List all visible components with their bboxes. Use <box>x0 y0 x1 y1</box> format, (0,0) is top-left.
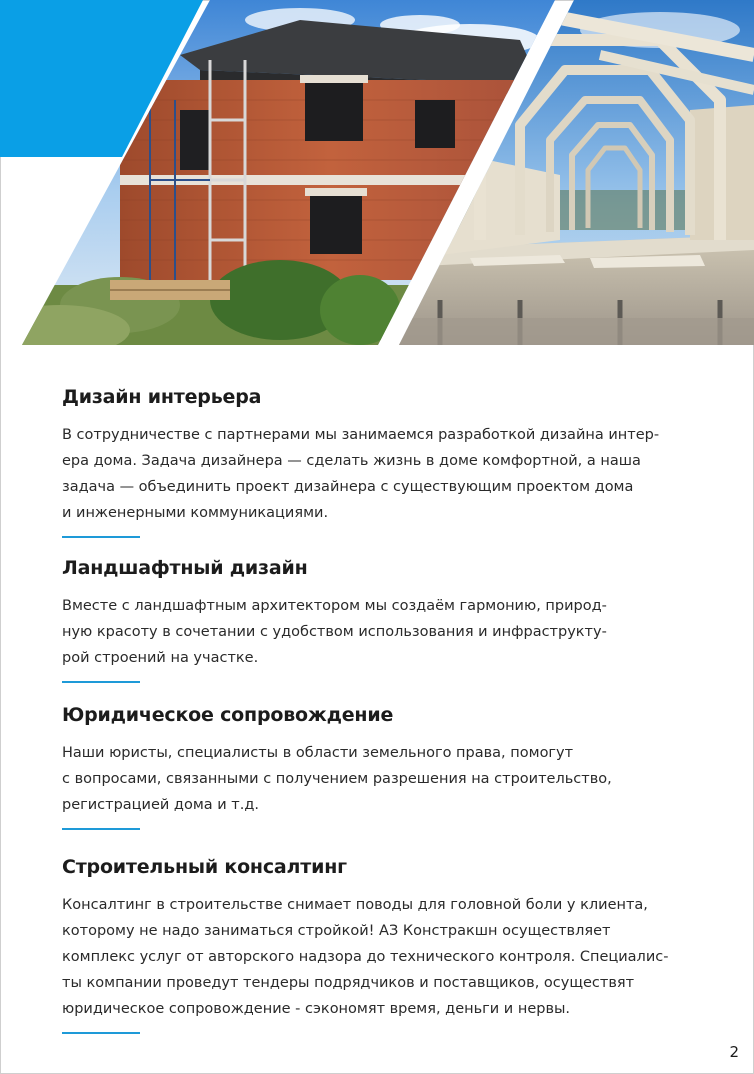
section-divider <box>62 681 140 683</box>
body-line: ную красоту в сочетании с удобством использования и инфраструкту- <box>62 624 607 640</box>
section-body <box>62 892 682 1022</box>
section-title: Юридическое сопровождение <box>62 704 394 726</box>
body-line: и инженерными коммуникациями. <box>62 505 329 521</box>
page-number: 2 <box>729 1043 739 1061</box>
section-legal-support <box>62 704 682 830</box>
section-body <box>62 422 682 526</box>
section-title: Строительный консалтинг <box>62 856 347 878</box>
section-divider <box>62 536 140 538</box>
body-line: с вопросами, связанными с получением разрешения на строительство, <box>62 771 612 787</box>
body-line: задача — объединить проект дизайнера с существующим проектом дома <box>62 479 634 495</box>
section-construction-consulting <box>62 856 682 1034</box>
section-divider <box>62 828 140 830</box>
body-line: ера дома. Задача дизайнера — сделать жизнь в доме комфортной, а наша <box>62 453 641 469</box>
body-line: В сотрудничестве с партнерами мы занимаемся разработкой дизайна интер- <box>62 427 660 443</box>
body-line: ты компании проведут тендеры подрядчиков и поставщиков, осуществят <box>62 975 635 991</box>
body-line: юридическое сопровождение - сэкономят время, деньги и нервы. <box>62 1001 571 1017</box>
section-divider <box>62 1032 140 1034</box>
section-landscape-design <box>62 557 682 683</box>
section-title: Ландшафтный дизайн <box>62 557 308 579</box>
header-photo-banner <box>0 0 754 345</box>
section-body <box>62 593 682 671</box>
section-title: Дизайн интерьера <box>62 386 262 408</box>
body-line: которому не надо заниматься стройкой! АЗ Констракшн осуществляет <box>62 923 611 939</box>
section-body <box>62 740 682 818</box>
section-interior-design <box>62 386 682 538</box>
body-line: комплекс услуг от авторского надзора до технического контроля. Специалис- <box>62 949 669 965</box>
body-line: Наши юристы, специалисты в области земельного права, помогут <box>62 745 574 761</box>
body-line: Вместе с ландшафтным архитектором мы создаём гармонию, природ- <box>62 598 607 614</box>
body-line: Консалтинг в строительстве снимает поводы для головной боли у клиента, <box>62 897 648 913</box>
body-line: рой строений на участке. <box>62 650 259 666</box>
body-line: регистрацией дома и т.д. <box>62 797 259 813</box>
